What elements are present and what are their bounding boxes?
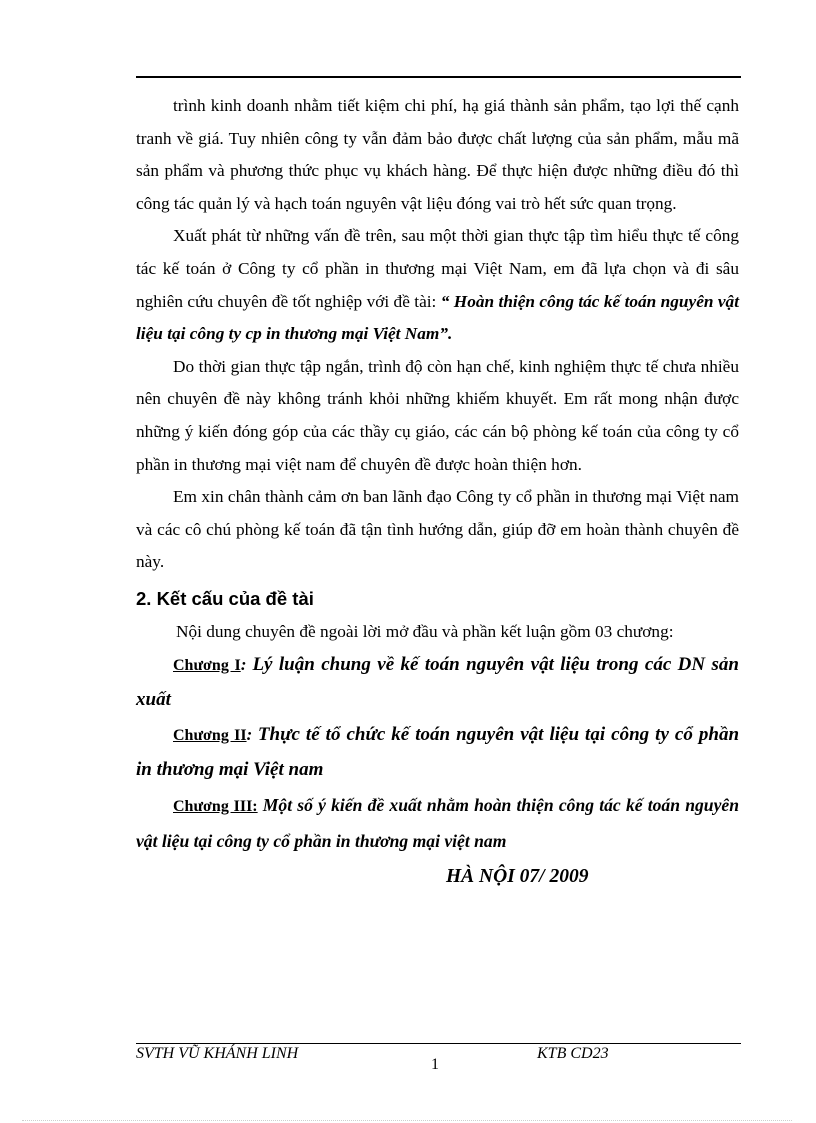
chapter-1-title: Lý luận chung về kế toán nguyên vật liệu trong các DN sản xuất (136, 653, 739, 711)
section-intro: Nội dung chuyên đề ngoài lời mở đầu và phần kết luận gồm 03 chương: (176, 621, 674, 641)
chapter-1-separator: : (240, 654, 253, 674)
chapter-2 (136, 718, 739, 788)
chapter-2-separator: : (246, 724, 258, 744)
thesis-topic: “ Hoàn thiện công tác kế toán nguyên vật liệu tại công ty cp in thương mại Việt Nam”. (136, 291, 739, 344)
footer-student-name: SVTH VŨ KHÁNH LINH (136, 1045, 299, 1062)
chapter-1 (136, 648, 739, 718)
paragraph-2 (136, 220, 739, 350)
paragraph-3: Do thời gian thực tập ngắn, trình độ còn hạn chế, kinh nghiệm thực tế chưa nhiều nên chuyên đề này không tránh khỏi những khiếm khuyết. Em rất mong nhận được những ý kiến đóng góp của các thầy cụ giáo, các cán bộ phòng kế toán của công ty cổ phần in thương mại việt nam để chuyên đề được hoàn thiện hơn. (136, 356, 739, 474)
chapter-2-title: Thực tế tổ chức kế toán nguyên vật liệu tại công ty cổ phần in thương mại Việt nam (136, 723, 740, 781)
section-heading: 2. Kết cấu của đề tài (136, 587, 314, 609)
footer-rule (136, 1043, 741, 1044)
chapter-3-title: Một số ý kiến đề xuất nhằm hoàn thiện công tác kế toán nguyên vật liệu tại công ty cổ phần in thương mại việt nam (136, 794, 739, 852)
paragraph-2-lead: Xuất phát từ những vấn đề trên, sau một thời gian thực tập tìm hiểu thực tế công tác kế toán ở Công ty cổ phần in thương mại Việt Nam, em đã lựa chọn và đi sâu nghiên cứu chuyên đề tốt nghiệp với đề tài: (136, 226, 739, 311)
page-bottom-edge (22, 1120, 792, 1121)
header-rule (136, 76, 741, 78)
chapter-2-label: Chương II (173, 726, 247, 744)
page-number: 1 (431, 1056, 439, 1073)
chapter-3-label: Chương III: (173, 797, 258, 815)
chapter-1-label: Chương I (173, 656, 241, 674)
chapter-3 (136, 788, 739, 860)
paragraph-1: trình kinh doanh nhằm tiết kiệm chi phí, hạ giá thành sản phẩm, tạo lợi thế cạnh tranh về giá. Tuy nhiên công ty vẫn đảm bảo được chất lượng của sản phẩm, mẫu mã sản phẩm và phương thức phục vụ khách hàng. Để thực hiện được những điều đó thì công tác quản lý và hạch toán nguyên vật liệu đóng vai trò hết sức quan trọng. (136, 96, 739, 213)
footer-class-code: KTB CD23 (537, 1045, 609, 1062)
paragraph-4: Em xin chân thành cảm ơn ban lãnh đạo Công ty cổ phần in thương mại Việt nam và các cô chú phòng kế toán đã tận tình hướng dẫn, giúp đỡ em hoàn thành chuyên đề này. (136, 487, 739, 572)
place-date: HÀ NỘI 07/ 2009 (446, 865, 589, 887)
document-body (136, 90, 739, 894)
